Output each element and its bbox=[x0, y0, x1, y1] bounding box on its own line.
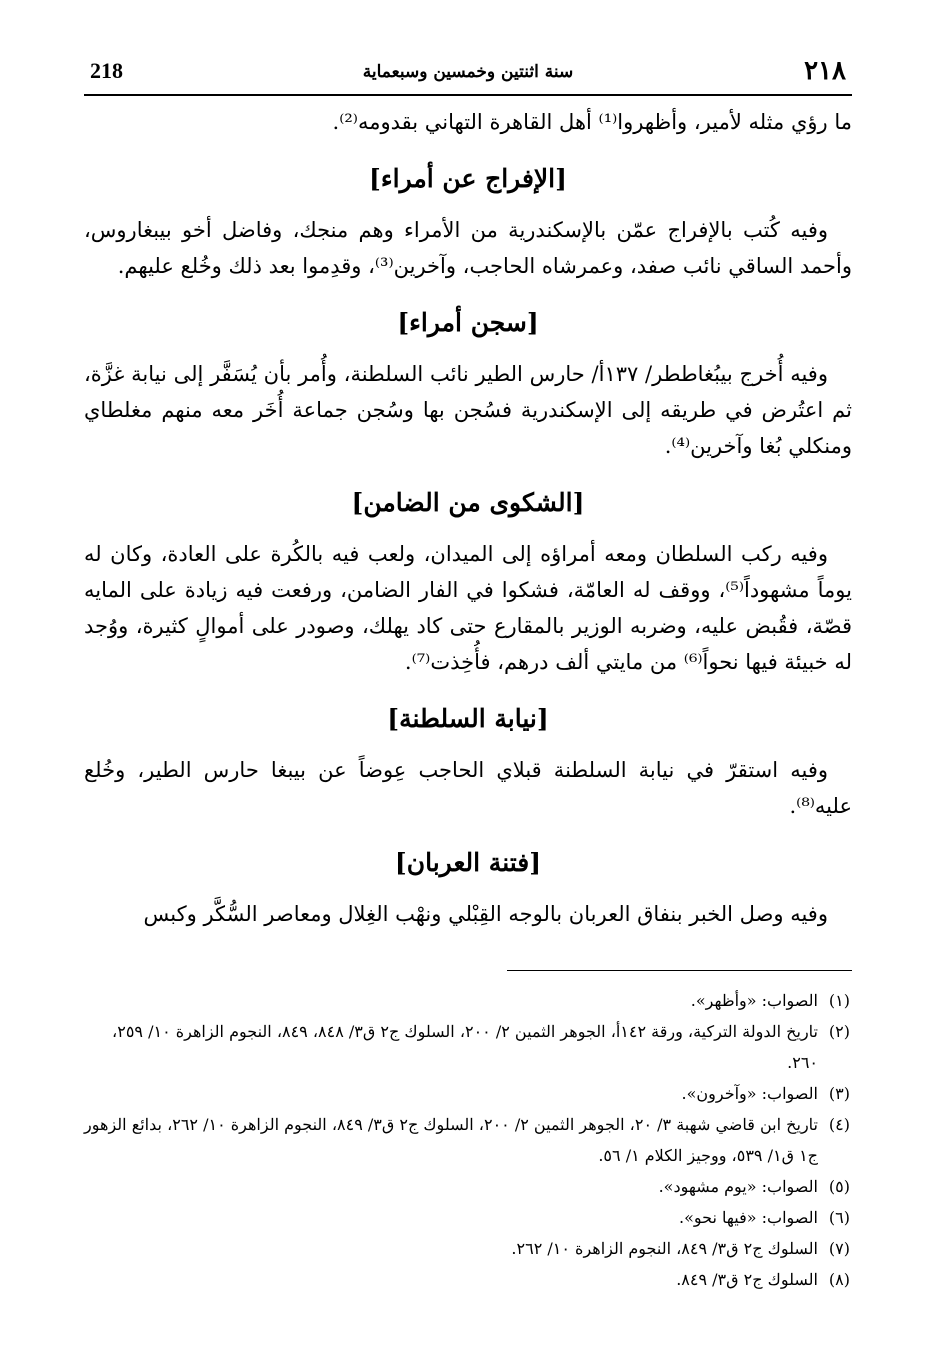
footnote bbox=[84, 985, 852, 1016]
paragraph-bedouin: وفيه وصل الخبر بنفاق العربان بالوجه القِبْلي ونهْب الغِلال ومعاصر السُّكَّر وكبس bbox=[143, 902, 828, 926]
book-page bbox=[84, 52, 852, 1295]
header-rule bbox=[84, 94, 852, 96]
footnote-text: السلوك ج٢ ق٣/ ٨٤٩، النجوم الزاهرة ١٠/ ٢٦٢. bbox=[511, 1239, 818, 1258]
paragraph-continuation: ما رؤي مثله لأمير، وأظهروا⁽¹⁾ أهل القاهرة التهاني بقدومه⁽²⁾. bbox=[332, 110, 852, 134]
running-title: سنة اثنتين وخمسين وسبعماية bbox=[362, 62, 574, 82]
footnote bbox=[84, 1202, 852, 1233]
footnote-text: الصواب: «وآخرون». bbox=[681, 1084, 818, 1103]
footnote-number: (٢) bbox=[828, 1022, 850, 1041]
page-header bbox=[84, 52, 852, 92]
main-text bbox=[84, 104, 852, 932]
footnote-text: الصواب: «فيها نحو». bbox=[679, 1208, 818, 1227]
footnote bbox=[84, 1078, 852, 1109]
section-heading-release: [الإفراج عن أمراء] bbox=[369, 164, 567, 193]
footnote-number: (٦) bbox=[828, 1208, 850, 1227]
footnote-text: السلوك ج٢ ق٣/ ٨٤٩. bbox=[676, 1270, 818, 1289]
paragraph-imprisonment: وفيه أُخرج بيبُغاططر/ ١٣٧أ/ حارس الطير نائب السلطنة، وأُمر بأن يُسَفَّر إلى نيابة غزَّة، ثم اعتُرض في طريقه إلى الإسكندرية فسُجن بها وسُجن جماعة أُخَر معه منهم مغلطاي ومنكلي بُغا وآخرين⁽⁴⁾. bbox=[84, 362, 852, 458]
paragraph-complaint: وفيه ركب السلطان ومعه أمراؤه إلى الميدان، ولعب فيه بالكُرة على العادة، وكان له يوماً مشهوداً⁽⁵⁾، ووقف له العامّة، فشكوا في الفار الضامن، ورفعت فيه زيادة على المايه قصّة، فقُبض عليه، وضربه الوزير بالمقارع حتى كاد يهلك، وصودر على أموالٍ كثيرة، ووُجد له خبيئة فيها نحواً⁽⁶⁾ من مايتي ألف درهم، فأُخِذت⁽⁷⁾. bbox=[84, 542, 852, 674]
footnotes bbox=[84, 985, 852, 1295]
section-heading-imprisonment: [سجن أمراء] bbox=[397, 308, 539, 337]
footnote-number: (٣) bbox=[828, 1084, 850, 1103]
footnote-text: تاريخ ابن قاضي شهبة ٣/ ٢٠، الجوهر الثمين ٢/ ٢٠٠، السلوك ج٢ ق٣/ ٨٤٩، النجوم الزاهرة ١٠/ ٢٦٢، بدائع الزهور ج١ ق١/ ٥٣٩، ووجيز الكلام ١/ ٥٦. bbox=[84, 1115, 818, 1165]
page-number-latin: 218 bbox=[90, 58, 123, 83]
footnote bbox=[84, 1171, 852, 1202]
section-heading-bedouin: [فتنة العربان] bbox=[394, 848, 542, 877]
footnote bbox=[84, 1016, 852, 1078]
footnote-number: (١) bbox=[828, 991, 850, 1010]
footnote-number: (٤) bbox=[828, 1115, 850, 1134]
footnote-text: تاريخ الدولة التركية، ورقة ١٤٢أ، الجوهر الثمين ٢/ ٢٠٠، السلوك ج٢ ق٣/ ٨٤٨، ٨٤٩، النجوم الزاهرة ١٠/ ٢٥٩، ٢٦٠. bbox=[112, 1022, 818, 1072]
footnote-separator bbox=[507, 970, 852, 971]
footnote-text: الصواب: «يوم مشهود». bbox=[658, 1177, 818, 1196]
paragraph-viceroyalty: وفيه استقرّ في نيابة السلطنة قبلاي الحاجب عِوضاً عن بيبغا حارس الطير، وخُلع عليه⁽⁸⁾. bbox=[84, 758, 852, 818]
footnote-text: الصواب: «وأظهر». bbox=[690, 991, 818, 1010]
page-number-arabic: ٢١٨ bbox=[804, 56, 846, 86]
footnote bbox=[84, 1233, 852, 1264]
section-heading-viceroyalty: [نيابة السلطنة] bbox=[387, 704, 549, 733]
section-heading-complaint: [الشكوى من الضامن] bbox=[351, 488, 585, 517]
footnote-number: (٥) bbox=[828, 1177, 850, 1196]
paragraph-release: وفيه كُتب بالإفراج عمّن بالإسكندرية من الأمراء وهم منجك، وفاضل أخو بيبغاروس، وأحمد الساقي نائب صفد، وعمرشاه الحاجب، وآخرين⁽³⁾، وقدِموا بعد ذلك وخُلع عليهم. bbox=[84, 218, 852, 278]
footnote bbox=[84, 1264, 852, 1295]
footnote-number: (٨) bbox=[828, 1270, 850, 1289]
footnote-number: (٧) bbox=[828, 1239, 850, 1258]
footnote bbox=[84, 1109, 852, 1171]
